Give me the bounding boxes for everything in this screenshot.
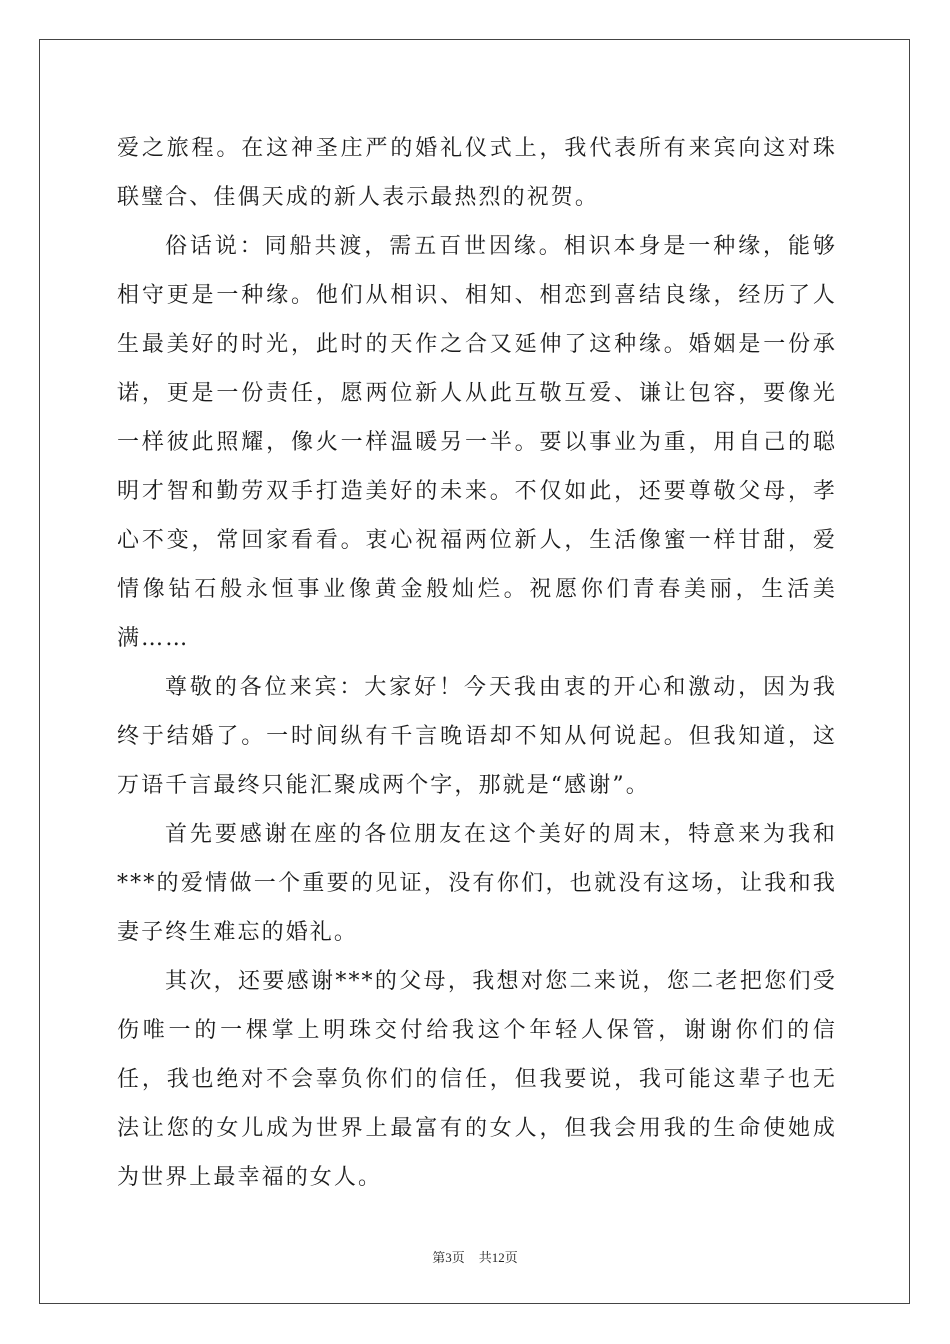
paragraph-2: 俗话说：同船共渡，需五百世因缘。相识本身是一种缘，能够相守更是一种缘。他们从相识、相知、相恋到喜结良缘，经历了人生最美好的时光，此时的天作之合又延伸了这种缘。婚姻是一份承诺，更是一份责任，愿两位新人从此互敬互爱、谦让包容，要像光一样彼此照耀，像火一样温暖另一半。要以事业为重，用自己的聪明才智和勤劳双手打造美好的未来。不仅如此，还要尊敬父母，孝心不变，常回家看看。衷心祝福两位新人，生活像蜜一样甘甜，爱情像钻石般永恒事业像黄金般灿烂。祝愿你们青春美丽，生活美满…… xyxy=(117,234,837,651)
paragraph-5: 其次，还要感谢***的父母，我想对您二来说，您二老把您们受伤唯一的一棵掌上明珠交付给我这个年轻人保管，谢谢你们的信任，我也绝对不会辜负你们的信任，但我要说，我可能这辈子也无法让您的女儿成为世界上最富有的女人，但我会用我的生命使她成为世界上最幸福的女人。 xyxy=(117,969,837,1190)
page-number: 第3页 xyxy=(432,1250,465,1265)
paragraph-1: 爱之旅程。在这神圣庄严的婚礼仪式上，我代表所有来宾向这对珠联璧合、佳偶天成的新人表示最热烈的祝贺。 xyxy=(117,136,837,210)
page-total: 共12页 xyxy=(478,1250,518,1265)
document-body xyxy=(117,124,837,1202)
paragraph-3: 尊敬的各位来宾：大家好！今天我由衷的开心和激动，因为我终于结婚了。一时间纵有千言晚语却不知从何说起。但我知道，这万语千言最终只能汇聚成两个字，那就是“感谢”。 xyxy=(117,675,837,798)
page-footer xyxy=(0,1247,950,1266)
paragraph-4: 首先要感谢在座的各位朋友在这个美好的周末，特意来为我和***的爱情做一个重要的见证，没有你们，也就没有这场，让我和我妻子终生难忘的婚礼。 xyxy=(117,822,837,945)
